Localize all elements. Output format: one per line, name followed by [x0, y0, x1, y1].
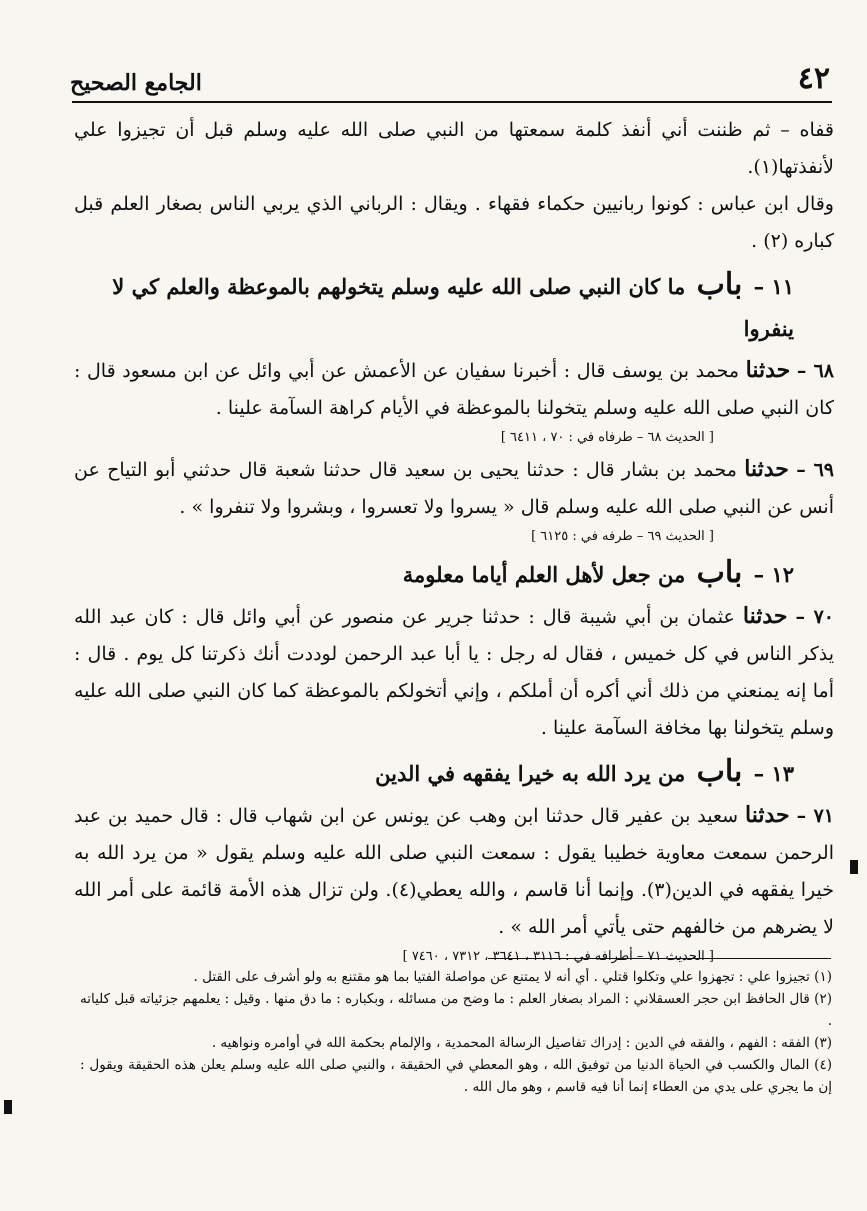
haddathana-label: حدثنا — [742, 603, 788, 629]
haddathana-label: حدثنا — [744, 456, 789, 482]
hadith-70 — [74, 598, 834, 747]
header-rule — [72, 101, 832, 103]
chapter-13-heading — [74, 751, 834, 795]
chapter-11-heading — [74, 264, 834, 350]
paragraph-1: قفاه – ثم ظننت أني أنفذ كلمة سمعتها من النبي صلى الله عليه وسلم قبل أن تجيزوا علي لأنفذتها(١). — [74, 119, 834, 178]
scan-edge-mark — [850, 860, 858, 874]
hadith-text: سعيد بن عفير قال حدثنا ابن وهب عن يونس عن ابن شهاب قال : قال حميد بن عبد الرحمن سمعت معاوية خطيبا يقول : سمعت النبي صلى الله عليه وسلم يقول « من يرد الله به خيرا يفقهه في الدين(٣). وإنما أنا قاسم ، والله يعطي(٤). ولن تزال هذه الأمة قائمة على أمر الله لا يضرهم من خالفهم حتى يأتي أمر الله » . — [74, 805, 834, 938]
hadith-68 — [74, 352, 834, 427]
book-title: الجامع الصحيح — [70, 70, 202, 96]
haddathana-label: حدثنا — [745, 357, 791, 383]
hadith-number: ٦٩ – — [796, 459, 834, 481]
bab-label: باب — [696, 267, 743, 302]
hadith-number: ٧٠ – — [795, 606, 834, 628]
footnote-2: (٢) قال الحافظ ابن حجر العسقلاني : المراد بصغار العلم : ما وضح من مسائله ، وبكباره : ما دق منها . وقيل : يعلمهم جزئياته قبل كلياته . — [80, 991, 832, 1029]
chapter-title: من جعل لأهل العلم أياما معلومة — [402, 562, 686, 587]
chapter-title: من يرد الله به خيرا يفقهه في الدين — [375, 761, 686, 786]
bab-label: باب — [696, 754, 743, 789]
main-text — [74, 112, 834, 970]
hadith-68-reference: [ الحديث ٦٨ – طرفاه في : ٧٠ ، ٦٤١١ ] — [500, 430, 714, 445]
hadith-71-reference: [ الحديث ٧١ – أطرافه في : ٣١١٦ ، ٣٦٤١ ، ٧٣١٢ ، ٧٤٦٠ ] — [402, 949, 714, 964]
paragraph-2: وقال ابن عباس : كونوا ربانيين حكماء فقهاء . ويقال : الرباني الذي يربي الناس بصغار العلم قبل كباره (٢) . — [74, 193, 834, 252]
footnote-3: (٣) الفقه : الفهم ، والفقه في الدين : إدراك تفاصيل الرسالة المحمدية ، والإلمام بحكمة الله في أوامره ونواهيه . — [211, 1035, 832, 1051]
footnote-4: (٤) المال والكسب في الحياة الدنيا من توفيق الله ، وهو المعطي في الحقيقة ، والنبي صلى الله عليه وسلم يعلن هذه الحقيقة ويقول : إن ما يجري على يدي من العطاء إنما أنا فيه قاسم ، وهو مال الله . — [80, 1057, 832, 1095]
footnote-1: (١) تجيزوا علي : تجهزوا علي وتكلوا قتلي . أي أنه لا يمتنع عن مواصلة الفتيا بما هو مقتنع به ولو أشرف على القتل . — [193, 969, 832, 985]
page-number: ٤٢ — [797, 61, 830, 96]
hadith-number: ٦٨ – — [796, 360, 834, 382]
hadith-text: محمد بن بشار قال : حدثنا يحيى بن سعيد قال حدثنا شعبة قال حدثني أبو التياح عن أنس عن النبي صلى الله عليه وسلم قال « يسروا ولا تعسروا ، وبشروا ولا تنفروا » . — [74, 459, 834, 518]
hadith-text: محمد بن يوسف قال : أخبرنا سفيان عن الأعمش عن أبي وائل عن ابن مسعود قال : كان النبي صلى الله عليه وسلم يتخولنا بالموعظة في الأيام كراهة السآمة علينا . — [74, 360, 834, 419]
chapter-12-heading — [74, 552, 834, 596]
hadith-text: عثمان بن أبي شيبة قال : حدثنا جرير عن منصور عن أبي وائل قال : كان عبد الله يذكر الناس في كل خميس ، فقال له رجل : يا أبا عبد الرحمن لوددت أنك ذكرتنا كل يوم . قال : أما إنه يمنعني من ذلك أني أكره أن أملكم ، وإني أتخولكم بالموعظة كما كان النبي صلى الله عليه وسلم يتخولنا بها مخافة السآمة علينا . — [74, 606, 834, 739]
scan-edge-mark — [4, 1100, 12, 1114]
footnotes — [80, 966, 832, 1098]
hadith-71 — [74, 797, 834, 946]
page-header — [70, 56, 830, 96]
hadith-69-reference: [ الحديث ٦٩ – طرفه في : ٦١٢٥ ] — [531, 529, 714, 544]
bab-label: باب — [696, 555, 743, 590]
footnote-rule — [488, 958, 831, 959]
hadith-69 — [74, 451, 834, 526]
chapter-number: ١٣ – — [753, 761, 794, 786]
hadith-number: ٧١ – — [796, 805, 834, 827]
haddathana-label: حدثنا — [745, 802, 790, 828]
chapter-title: ما كان النبي صلى الله عليه وسلم يتخولهم بالموعظة والعلم كي لا ينفروا — [112, 274, 794, 341]
chapter-number: ١١ – — [753, 274, 794, 299]
chapter-number: ١٢ – — [753, 562, 794, 587]
